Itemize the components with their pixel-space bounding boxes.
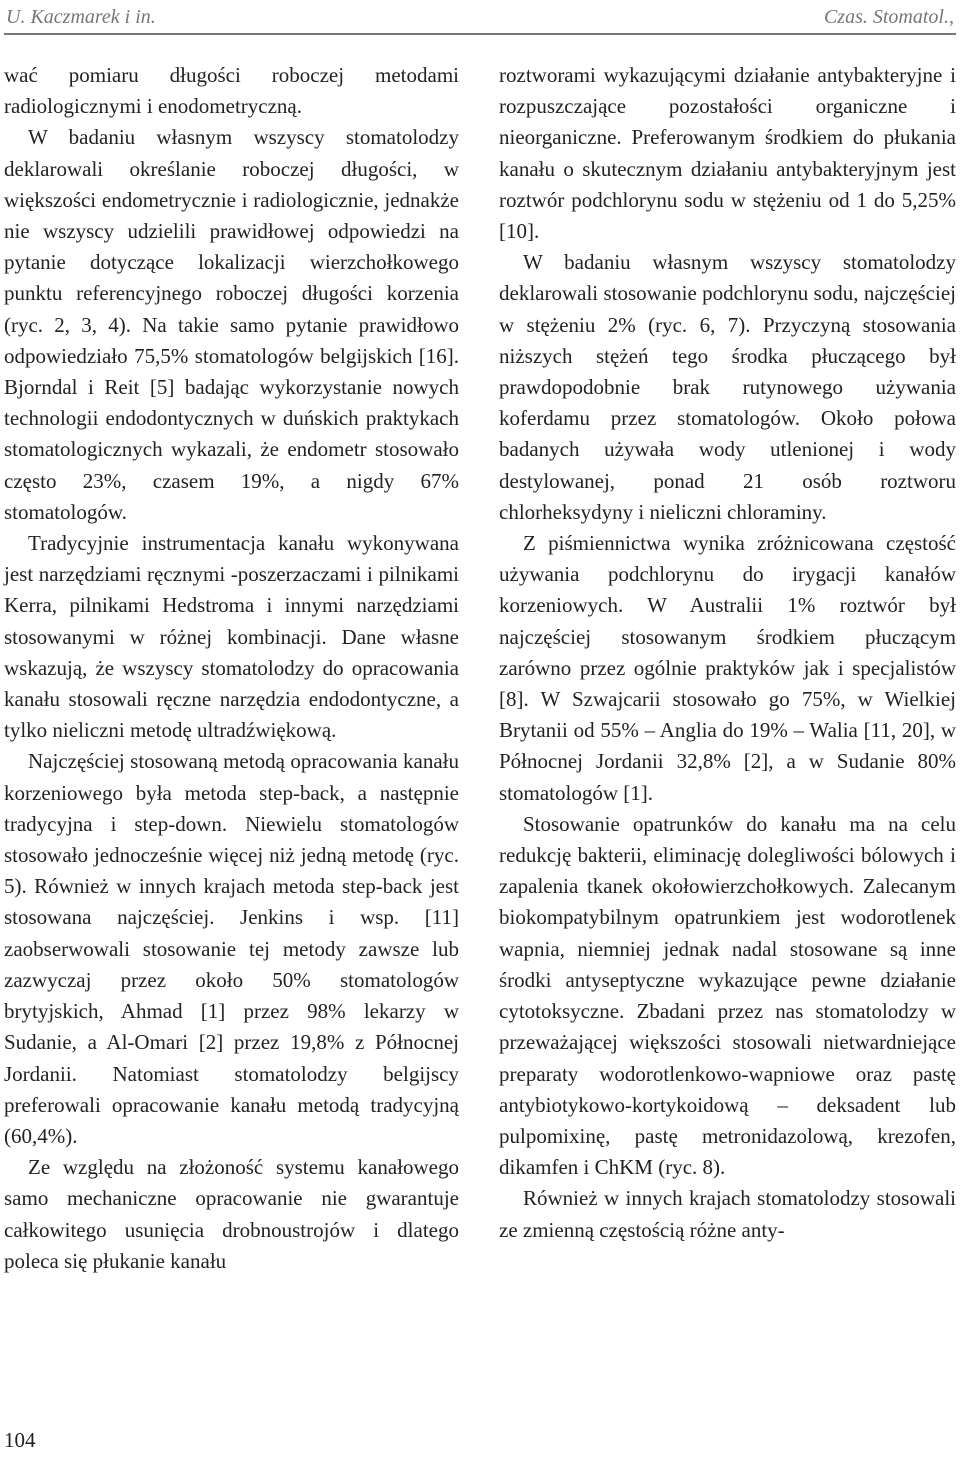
- paragraph: roztworami wykazującymi działanie antybakteryjne i rozpuszczające pozostałości organiczne i nieorganiczne. Preferowanym środkiem do płukania kanału o skutecznym działaniu antybakteryjnym jest roztwór podchlorynu sodu w stężeniu od 1 do 5,25% [10].: [499, 63, 956, 244]
- paragraph: Tradycyjnie instrumentacja kanału wykonywana jest narzędziami ręcznymi -poszerzaczami i pilnikami Kerra, pilnikami Hedstroma i innymi narzędziami stosowanymi w różnej kombinacji. Dane własne wskazują, że wszyscy stomatolodzy do opracowania kanału stosowali ręczne narzędzia endodontyczne, a tylko nieliczni metodę ultradźwiękową.: [4, 531, 459, 743]
- running-header-journal: Czas. Stomatol.,: [823, 6, 954, 28]
- paragraph: Również w innych krajach stomatolodzy stosowali ze zmienną częstością różne anty-: [499, 1186, 956, 1242]
- right-column: [499, 60, 956, 1246]
- paragraph: Stosowanie opatrunków do kanału ma na celu redukcję bakterii, eliminację dolegliwości bólowych i zapalenia tkanek okołowierzchołkowych. Zalecanym biokompatybilnym opatrunkiem jest wodorotlenek wapnia, niemniej jednak nadal stosowane są inne środki antyseptyczne wykazujące pewne działanie cytotoksyczne. Zbadani przez nas stomatolodzy w przeważającej większości stosowali nietwardniejące preparaty wodorotlenkowo-wapniowe oraz pastę antybiotykowo-kortykoidową – deksadent lub pulpomixinę, pastę metronidazolową, krezofen, dikamfen i ChKM (ryc. 8).: [499, 811, 956, 1180]
- running-header: [0, 4, 960, 30]
- paragraph: W badaniu własnym wszyscy stomatolodzy deklarowali stosowanie podchlorynu sodu, najczęściej w stężeniu 2% (ryc. 6, 7). Przyczyną stosowania niższych stężeń tego środka płuczącego był prawdopodobnie brak rutynowego używania koferdamu przez stomatologów. Około połowa badanych używała wody utlenionej i wody destylowanej, ponad 21 osób roztworu chlorheksydyny i nieliczni chloraminy.: [499, 250, 956, 524]
- page-number: 104: [4, 1428, 36, 1452]
- running-header-authors: U. Kaczmarek i in.: [6, 6, 156, 28]
- header-rule: [4, 33, 956, 35]
- paragraph: Ze względu na złożoność systemu kanałowego samo mechaniczne opracowanie nie gwarantuje całkowitego usunięcia drobnoustrojów i dlatego poleca się płukanie kanału: [4, 1155, 459, 1273]
- paragraph: Z piśmiennictwa wynika zróżnicowana częstość używania podchlorynu do irygacji kanałów korzeniowych. W Australii 1% roztwór był najczęściej stosowanym środkiem płuczącym zarówno przez ogólnie praktyków jak i specjalistów [8]. W Szwajcarii stosowało go 75%, w Wielkiej Brytanii od 55% – Anglia do 19% – Walia [11, 20], w Północnej Jordanii 32,8% [2], a w Sudanie 80% stomatologów [1].: [499, 531, 956, 805]
- paragraph: wać pomiaru długości roboczej metodami radiologicznymi i enodometryczną.: [4, 63, 459, 119]
- left-column: [4, 60, 459, 1277]
- paragraph: W badaniu własnym wszyscy stomatolodzy deklarowali określanie roboczej długości, w większości endometrycznie i radiologicznie, jednakże nie wszyscy udzielili prawidłowej odpowiedzi na pytanie dotyczące lokalizacji wierzchołkowego punktu referencyjnego roboczej długości korzenia (ryc. 2, 3, 4). Na takie samo pytanie prawidłowo odpowiedziało 75,5% stomatologów belgijskich [16]. Bjorndal i Reit [5] badając wykorzystanie nowych technologii endodontycznych w duńskich praktykach stomatologicznych wykazali, że endometr stosowało często 23%, czasem 19%, a nigdy 67% stomatologów.: [4, 125, 459, 524]
- paragraph: Najczęściej stosowaną metodą opracowania kanału korzeniowego była metoda step-back, a następnie tradycyjna i step-down. Niewielu stomatologów stosowało jednocześnie więcej niż jedną metodę (ryc. 5). Również w innych krajach metoda step-back jest stosowana najczęściej. Jenkins i wsp. [11] zaobserwowali stosowanie tej metody zawsze lub zazwyczaj przez około 50% stomatologów brytyjskich, Ahmad [1] przez 98% lekarzy w Sudanie, a Al-Omari [2] przez 19,8% z Północnej Jordanii. Natomiast stomatolodzy belgijscy preferowali opracowanie kanału metodą tradycyjną (60,4%).: [4, 749, 459, 1148]
